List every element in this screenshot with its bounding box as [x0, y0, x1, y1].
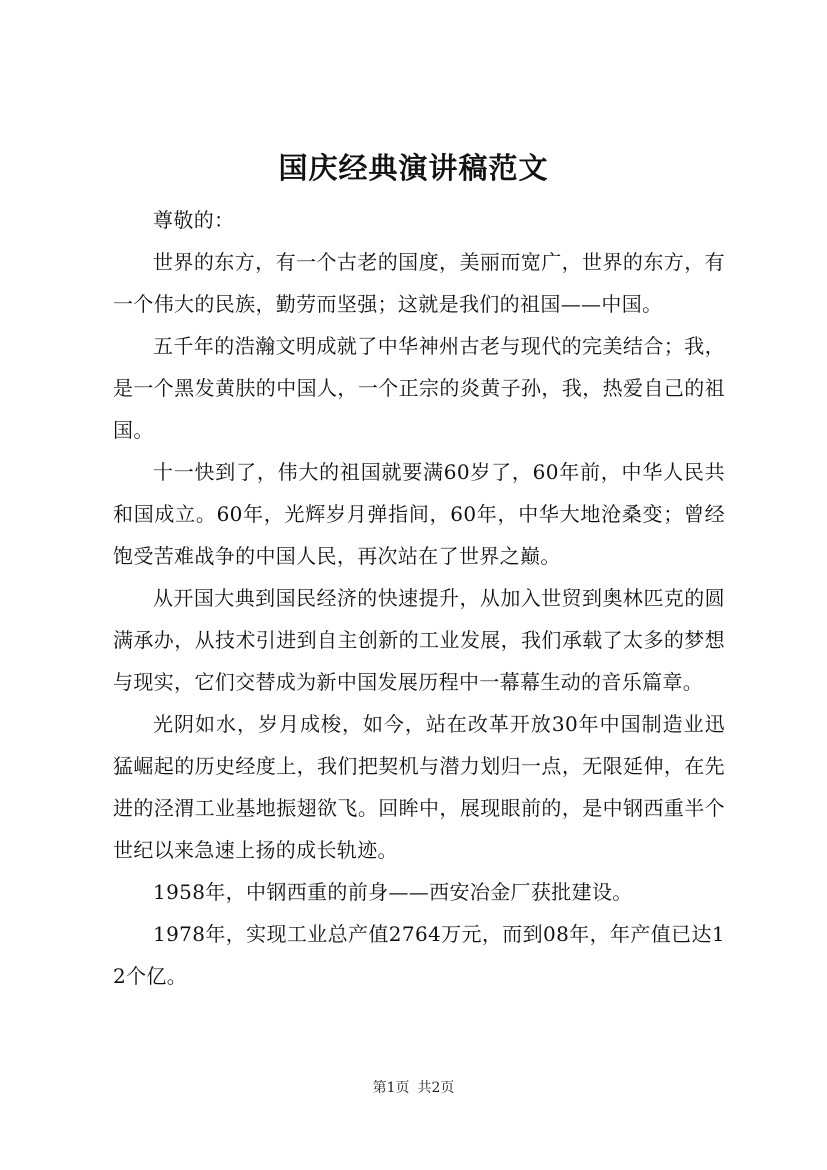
body-paragraph: 十一快到了，伟大的祖国就要满60岁了，60年前，中华人民共和国成立。60年，光辉岁月弹指间，60年，中华大地沧桑变；曾经饱受苦难战争的中国人民，再次站在了世界之巅。 [113, 460, 725, 568]
page-total: 共2页 [417, 1080, 455, 1096]
salutation-paragraph: 尊敬的： [153, 208, 235, 232]
page-number: 第1页 [372, 1080, 410, 1096]
body-paragraph: 世界的东方，有一个古老的国度，美丽而宽广，世界的东方，有一个伟大的民族，勤劳而坚强；这就是我们的祖国——中国。 [113, 250, 725, 316]
body-paragraph: 1958年，中钢西重的前身——西安冶金厂获批建设。 [153, 880, 633, 904]
body-paragraph: 五千年的浩瀚文明成就了中华神州古老与现代的完美结合；我，是一个黑发黄肤的中国人，一个正宗的炎黄子孙，我，热爱自己的祖国。 [113, 334, 725, 442]
document-title: 国庆经典演讲稿范文 [278, 151, 549, 185]
page-footer [0, 1078, 827, 1098]
document-body [113, 199, 725, 997]
body-paragraph: 1978年，实现工业总产值2764万元，而到08年，年产值已达12个亿。 [113, 922, 725, 988]
body-paragraph: 光阴如水，岁月成梭，如今，站在改革开放30年中国制造业迅猛崛起的历史经度上，我们把契机与潜力划归一点，无限延伸，在先进的泾渭工业基地振翅欲飞。回眸中，展现眼前的，是中钢西重半个世纪以来急速上扬的成长轨迹。 [113, 712, 725, 862]
body-paragraph: 从开国大典到国民经济的快速提升，从加入世贸到奥林匹克的圆满承办，从技术引进到自主创新的工业发展，我们承载了太多的梦想与现实，它们交替成为新中国发展历程中一幕幕生动的音乐篇章。 [113, 586, 725, 694]
